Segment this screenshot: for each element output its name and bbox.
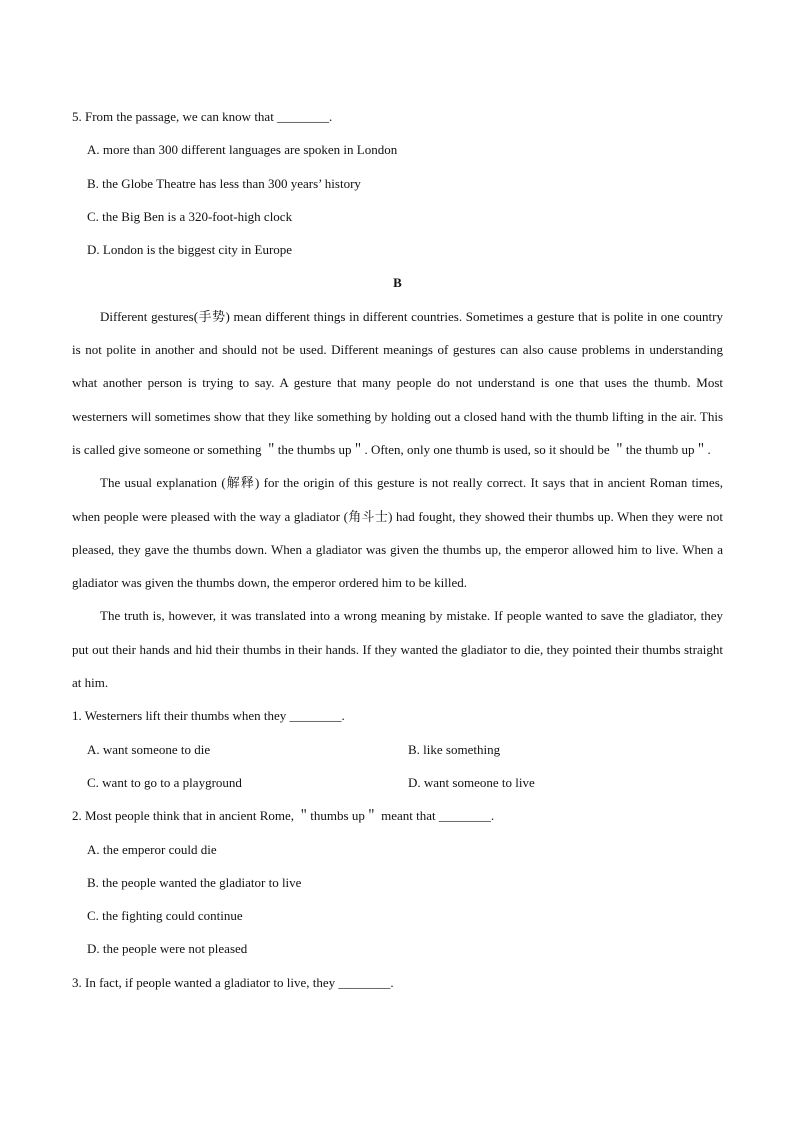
- question-5-stem: 5. From the passage, we can know that ________.: [72, 109, 333, 124]
- question-2-option-b: B. the people wanted the gladiator to live: [87, 874, 302, 890]
- question-2-option-d: D. the people were not pleased: [87, 941, 248, 957]
- question-5-option-a: A. more than 300 different languages are spoken in London: [87, 142, 398, 158]
- question-1-option-c: C. want to go to a playground: [87, 774, 242, 790]
- question-1-stem: 1. Westerners lift their thumbs when they ________.: [72, 708, 345, 724]
- question-1-option-a: A. want someone to die: [87, 741, 211, 757]
- passage-paragraph-1: Different gestures(手势) mean different things in different countries. Sometimes a gesture that is polite in one country is not polite in another and should not be used. Different meanings of gestures can also cause problems in understanding what another person is trying to say. A gesture that many people do not understand is one that uses the thumb. Most westerners will sometimes show that they like something by holding out a closed hand with the thumb lifting in the air. This is called give someone or something ＂the thumbs up＂. Often, only one thumb is used, so it should be ＂the thumb up＂.: [72, 308, 723, 457]
- question-5-option-b: B. the Globe Theatre has less than 300 years’ history: [87, 175, 361, 191]
- question-2-stem: 2. Most people think that in ancient Rome, ＂thumbs up＂ meant that ________.: [72, 808, 495, 824]
- section-b-title: B: [393, 275, 402, 291]
- question-1-options-row-2: [72, 766, 723, 799]
- question-2-option-c: C. the fighting could continue: [87, 908, 243, 924]
- question-2-option-a: A. the emperor could die: [87, 841, 217, 857]
- question-5-option-d: D. London is the biggest city in Europe: [87, 242, 293, 258]
- passage-paragraph-3: The truth is, however, it was translated into a wrong meaning by mistake. If people wanted to save the gladiator, they put out their hands and hid their thumbs in their hands. If they wanted the gladiator to die, they pointed their thumbs straight at him.: [72, 608, 723, 691]
- question-1-option-d: D. want someone to live: [408, 774, 535, 790]
- question-3-stem: 3. In fact, if people wanted a gladiator to live, they ________.: [72, 974, 394, 990]
- question-1-option-b: B. like something: [408, 741, 501, 757]
- passage-paragraph-2: The usual explanation (解释) for the origin of this gesture is not really correct. It says that in ancient Roman times, when people were pleased with the way a gladiator (角斗士) had fought, they showed their thumbs up. When they were not pleased, they gave the thumbs down. When a gladiator was given the thumbs up, the emperor allowed him to live. When a gladiator was given the thumbs down, the emperor ordered him to be killed.: [72, 475, 723, 591]
- question-1-options-row-1: [72, 733, 723, 766]
- document-page: [72, 100, 723, 999]
- question-5-option-c: C. the Big Ben is a 320-foot-high clock: [87, 208, 293, 224]
